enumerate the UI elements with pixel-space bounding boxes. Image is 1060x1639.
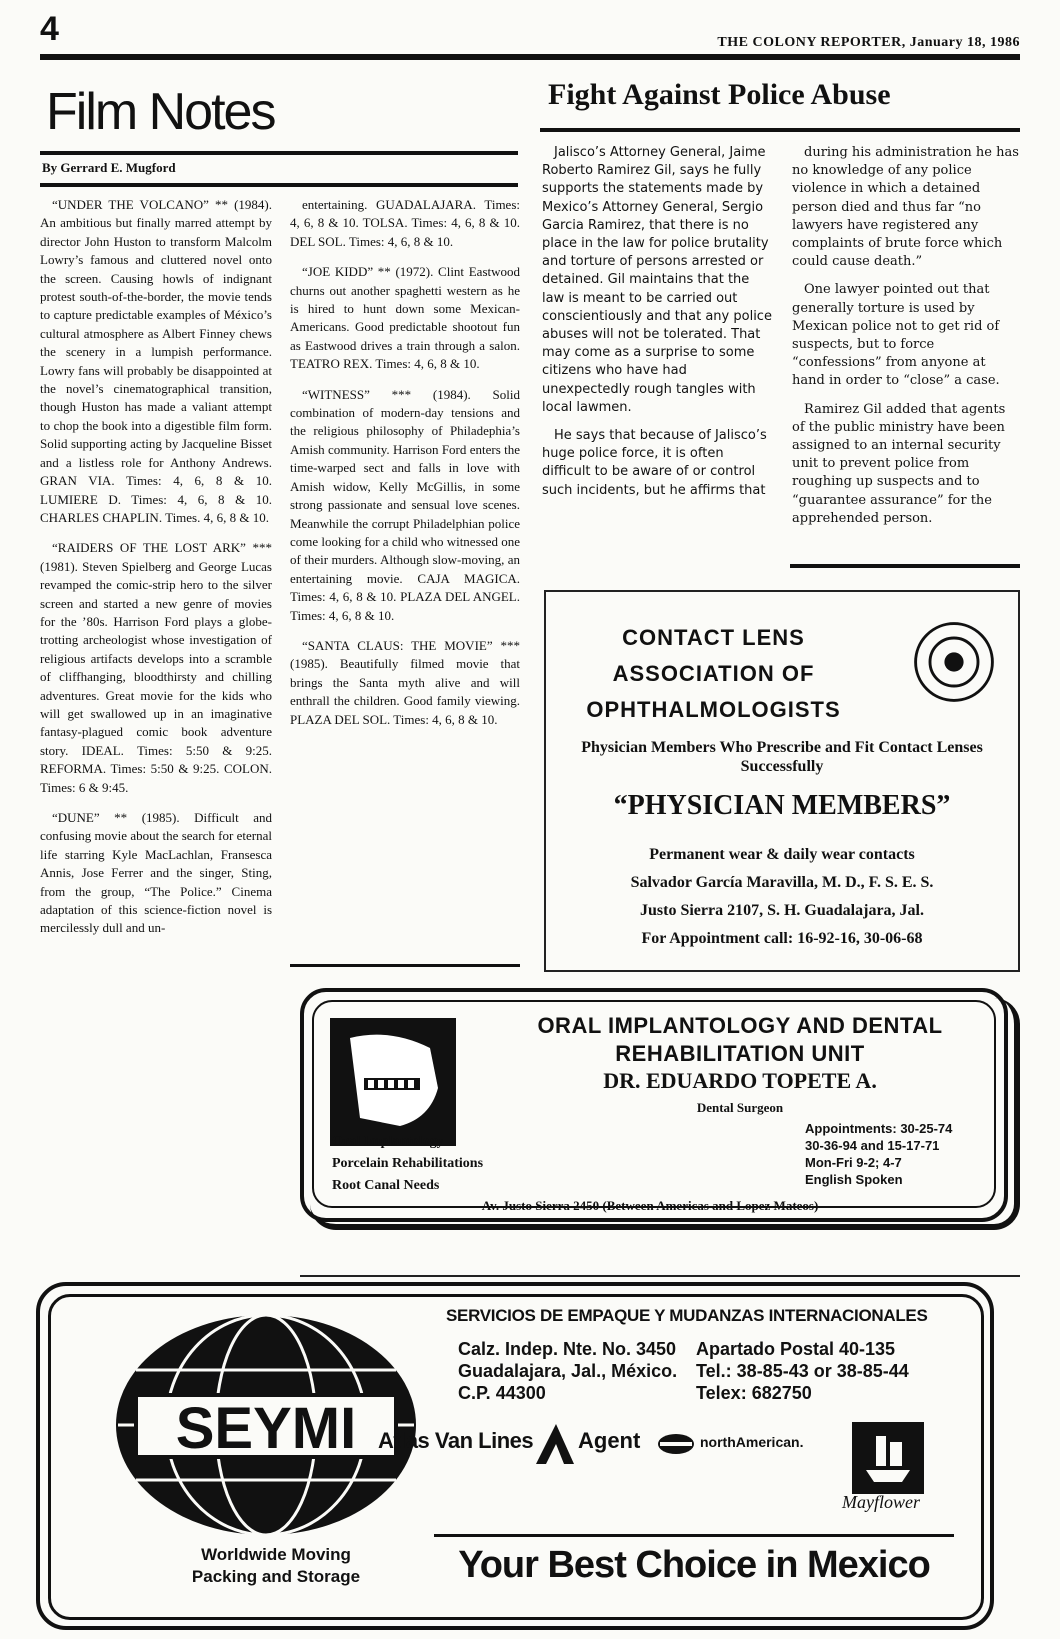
header-rule xyxy=(40,54,1020,60)
article-headline: Fight Against Police Abuse xyxy=(548,78,891,111)
article-paragraph: Ramirez Gil added that agents of the public ministry have been assigned to an internal security unit to prevent police from roughing up suspects and to “guarantee assurance” for the apprehended person. xyxy=(792,401,1006,526)
ad-line: Salvador García Maravilla, M. D., F. S. E. S. xyxy=(630,874,934,891)
review-dune-cont: entertaining. GUADALAJARA. Times: 4, 6, 8 & 10. TOLSA. Times: 4, 6, 8 & 10. DEL SOL. Times: 4, 6, 8 & 10. xyxy=(290,197,520,249)
byline-rule xyxy=(40,183,518,187)
byline: By Gerrard E. Mugford xyxy=(42,160,176,175)
logo-text: SEYMI xyxy=(175,1396,357,1461)
page-number: 4 xyxy=(40,10,59,48)
atlas-a-icon xyxy=(534,1422,576,1466)
mayflower-ship-icon xyxy=(852,1422,924,1494)
appt-line: Mon-Fri 9-2; 4-7 xyxy=(805,1155,902,1170)
article-column-1 xyxy=(542,144,772,510)
contact-line: Telex: 682750 xyxy=(696,1383,812,1403)
running-head: THE COLONY REPORTER, January 18, 1986 xyxy=(717,35,1020,50)
film-notes-column-1 xyxy=(40,196,272,950)
article-end-rule xyxy=(790,564,1020,568)
caption-line: Packing and Storage xyxy=(191,1567,361,1586)
north-american-label: northAmerican. xyxy=(700,1434,804,1450)
seymi-ad xyxy=(36,1282,1000,1632)
film-notes-end-rule xyxy=(290,964,520,967)
atlas-van-lines: Atlas Van Lines xyxy=(378,1428,534,1453)
dental-service: Root Canal Needs xyxy=(332,1178,440,1193)
ad-title xyxy=(546,620,881,728)
dental-title: ORAL IMPLANTOLOGY AND DENTAL REHABILITATION UNIT xyxy=(537,1013,943,1066)
title-rule xyxy=(40,151,518,155)
north-american-icon xyxy=(656,1432,696,1456)
review-witness: “WITNESS” *** (1984). Solid combination of modern-day tensions and the religious philosophy of Philadephia’s Amish community. Harrison Ford enters the time-warped sect and falls in love with Amish widow, Kelly McGillis, in some strong passionate and sensual love scenes. Meanwhile the corrupt Philadelphian police come looking for a child who witnessed one of their murders. Although slow-moving, an entertaining movie. CAJA MAGICA. Times: 4, 6, 8 & 10. PLAZA DEL ANGEL. Times: 4, 6, 8 & 10. xyxy=(290,386,520,623)
headline-rule xyxy=(540,128,1020,132)
review-raiders: “RAIDERS OF THE LOST ARK” *** (1981). Steven Spielberg and George Lucas revamped the comic-strip hero to the silver screen and started a new genre of movies for the ’80s. Harrison Ford plays a globe-trotting archeologist whose investigation of religious artifacts develops into a scramble of cliffhanging, bloodthirsty and chilling adventures. Great movie for the kids who will get swallowed up in an imaginative fantasy-plagued comic book adventure story. IDEAL. Times: 5:50 & 9:25. REFORMA. Times: 5:50 & 9:25. COLON. Times: 6 & 9:45. xyxy=(40,540,272,795)
article-paragraph: One lawyer pointed out that generally torture is used by Mexican police not to get rid of suspects, but to force “confessions” from anyone at hand in order to “close” a case. xyxy=(792,282,1000,389)
seymi-contact xyxy=(696,1338,909,1404)
appt-line: English Spoken xyxy=(805,1172,903,1187)
dental-service: Porcelain Rehabilitations xyxy=(332,1156,484,1171)
dental-service: Oral Implantology xyxy=(332,1134,444,1149)
article-paragraph: He says that because of Jalisco’s huge police force, it is often difficult to be aware of or control such incidents, but he affirms that xyxy=(542,428,767,498)
review-dune: “DUNE” ** (1985). Difficult and confusing movie about the search for eternal life starring Kyle MacLachlan, Fransesca Annis, Jose Ferrer and the singer, Sting, from the group, “The Police.” Cinema adaptation of this science-fiction novel is mercilessly dull and un- xyxy=(40,810,272,936)
contact-line: Tel.: 38-85-43 or 38-85-44 xyxy=(696,1361,909,1381)
article-paragraph: during his administration he has no knowledge of any police violence in which a detained person died and thus far “no lawyers have registered any complaints of brute force which could cause death.” xyxy=(792,145,1019,270)
ad-line: For Appointment call: 16-92-16, 30-06-68 xyxy=(641,930,923,947)
target-eye-icon xyxy=(906,614,1002,710)
seymi-caption xyxy=(176,1544,376,1588)
ad-line: Permanent wear & daily wear contacts xyxy=(649,846,915,863)
ad-subtitle: Physician Members Who Prescribe and Fit Contact Lenses Successfully xyxy=(581,739,983,775)
film-notes-column-2 xyxy=(290,196,520,741)
contact-lens-ad xyxy=(544,590,1020,972)
section-separator xyxy=(300,1275,1020,1277)
address-line: C.P. 44300 xyxy=(458,1383,546,1403)
seymi-address xyxy=(458,1338,677,1404)
dental-doctor: DR. EDUARDO TOPETE A. xyxy=(603,1068,877,1093)
ad-title-line: CONTACT LENS xyxy=(622,625,805,650)
address-line: Calz. Indep. Nte. No. 3450 xyxy=(458,1339,677,1359)
seymi-heading: SERVICIOS DE EMPAQUE Y MUDANZAS INTERNACIONALES xyxy=(446,1306,928,1325)
address-line: Guadalajara, Jal., México. xyxy=(458,1361,678,1381)
agent-label: Agent xyxy=(578,1428,641,1453)
dental-role: Dental Surgeon xyxy=(696,1100,784,1115)
dental-jaw-icon xyxy=(330,1018,456,1146)
film-notes-title: Film Notes xyxy=(46,83,275,141)
seymi-slogan: Your Best Choice in Mexico xyxy=(458,1544,930,1586)
ad-headline: “PHYSICIAN MEMBERS” xyxy=(613,790,951,821)
review-joe-kidd: “JOE KIDD” ** (1972). Clint Eastwood churns out another spaghetti western as he is hired to hunt down some Mexican-Americans. Good predictable shootout fun as Eastwood drives a train through a salon. TEATRO REX. Times: 4, 6, 8 & 10. xyxy=(290,264,520,372)
caption-line: Worldwide Moving xyxy=(201,1545,351,1564)
slogan-rule xyxy=(434,1534,954,1537)
ad-title-line: ASSOCIATION OF xyxy=(612,661,815,686)
dental-address: Av. Justo Sierra 2450 (Between Americas and Lopez Mateos) xyxy=(481,1198,819,1213)
ad-title-line: OPHTHALMOLOGISTS xyxy=(586,697,841,722)
mayflower-label: Mayflower xyxy=(842,1492,920,1512)
appt-line: Appointments: 30-25-74 xyxy=(805,1121,953,1136)
article-paragraph: Jalisco’s Attorney General, Jaime Roberto Ramirez Gil, says he fully supports the statements made by Mexico’s Attorney General, Sergio Garcia Ramirez, that there is no place in the law for police brutality and torture of persons arrested or detained. Gil maintains that the law is meant to be carried out conscientiously and that any police abuses will not be tolerated. That may come as a surprise to some citizens who have had unexpectedly rough tangles with local lawmen. xyxy=(542,145,772,415)
review-santa-claus: “SANTA CLAUS: THE MOVIE” *** (1985). Beautifully filmed movie that brings the Santa myth alive and will enthrall the children. Good family viewing. PLAZA DEL SOL. Times: 4, 6, 8 & 10. xyxy=(290,637,520,727)
dental-ad xyxy=(300,988,1018,1228)
appt-line: 30-36-94 and 15-17-71 xyxy=(805,1138,940,1153)
review-under-the-volcano: “UNDER THE VOLCANO” ** (1984). An ambitious but finally marred attempt by director John Huston to transform Malcolm Lowry’s famous and cluttered novel onto the screen. Causing howls of indignant protest south-of-the-border, the movie tends to capture predictable examples of México’s cultural atmosphere as Albert Finney chews the scenery in a lumpish performance. Lowry fans will probably be disappointed at the novel’s cinematographical transition, though Huston has made a valiant attempt to chop the book into a digestible film form. Solid supporting acting by Jacqueline Bisset and a listless role for Anthony Andrews. GRAN VIA. Times: 4, 6, 8 & 10. LUMIERE D. Times: 4, 6, 8 & 10. CHARLES CHAPLIN. Times. 4, 6, 8 & 10. xyxy=(40,197,272,525)
ad-line: Justo Sierra 2107, S. H. Guadalajara, Jal. xyxy=(639,902,924,919)
dental-appointments xyxy=(805,1120,995,1188)
article-column-2 xyxy=(792,144,1020,538)
contact-line: Apartado Postal 40-135 xyxy=(696,1339,896,1359)
